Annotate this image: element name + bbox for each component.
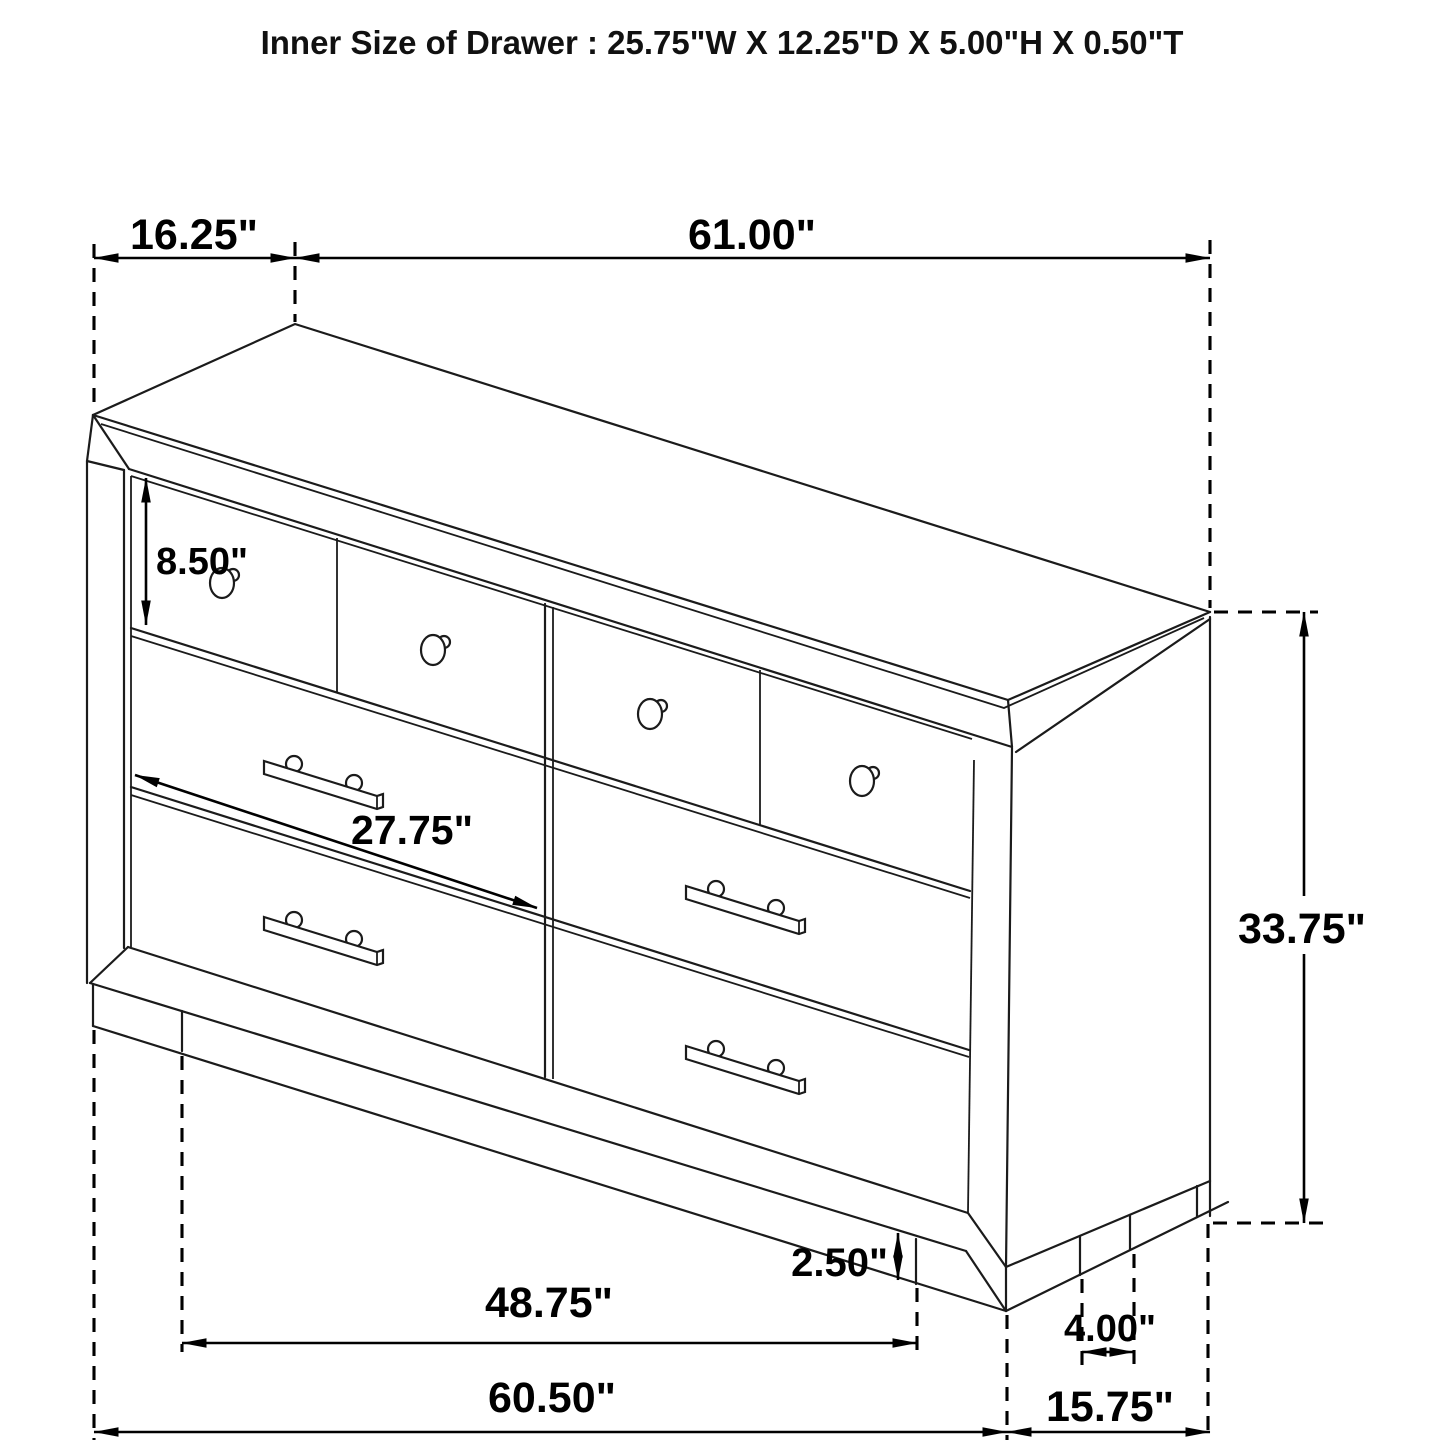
dimension-label-drawer-width: 27.75" [350, 807, 474, 853]
dimension-label-base-width: 60.50" [488, 1374, 616, 1422]
drawer-handle [264, 912, 383, 965]
dimension-label-leg-height: 2.50" [791, 1241, 888, 1285]
drawer-knob [421, 635, 450, 665]
dresser-drawing [87, 324, 1228, 1311]
dimension-label-leg-width: 4.00" [1064, 1308, 1156, 1350]
extension-lines [94, 240, 1332, 1440]
drawer-handle [264, 756, 383, 809]
dimension-label-top-depth: 16.25" [130, 211, 258, 259]
drawer-knob [850, 766, 879, 796]
drawer-handle [686, 881, 805, 934]
dimension-label-front-span: 48.75" [485, 1279, 613, 1327]
page-title: Inner Size of Drawer : 25.75"W X 12.25"D X 5.00"H X 0.50"T [260, 24, 1184, 61]
dimension-label-height: 33.75" [1238, 905, 1366, 953]
dimension-lines [94, 258, 1304, 1432]
dimension-label-drawer-height: 8.50" [156, 541, 248, 583]
drawer-knob [638, 699, 667, 729]
drawer-handle [686, 1041, 805, 1094]
dimension-label-top-width: 61.00" [688, 211, 816, 259]
dimension-label-side-depth: 15.75" [1046, 1383, 1174, 1431]
